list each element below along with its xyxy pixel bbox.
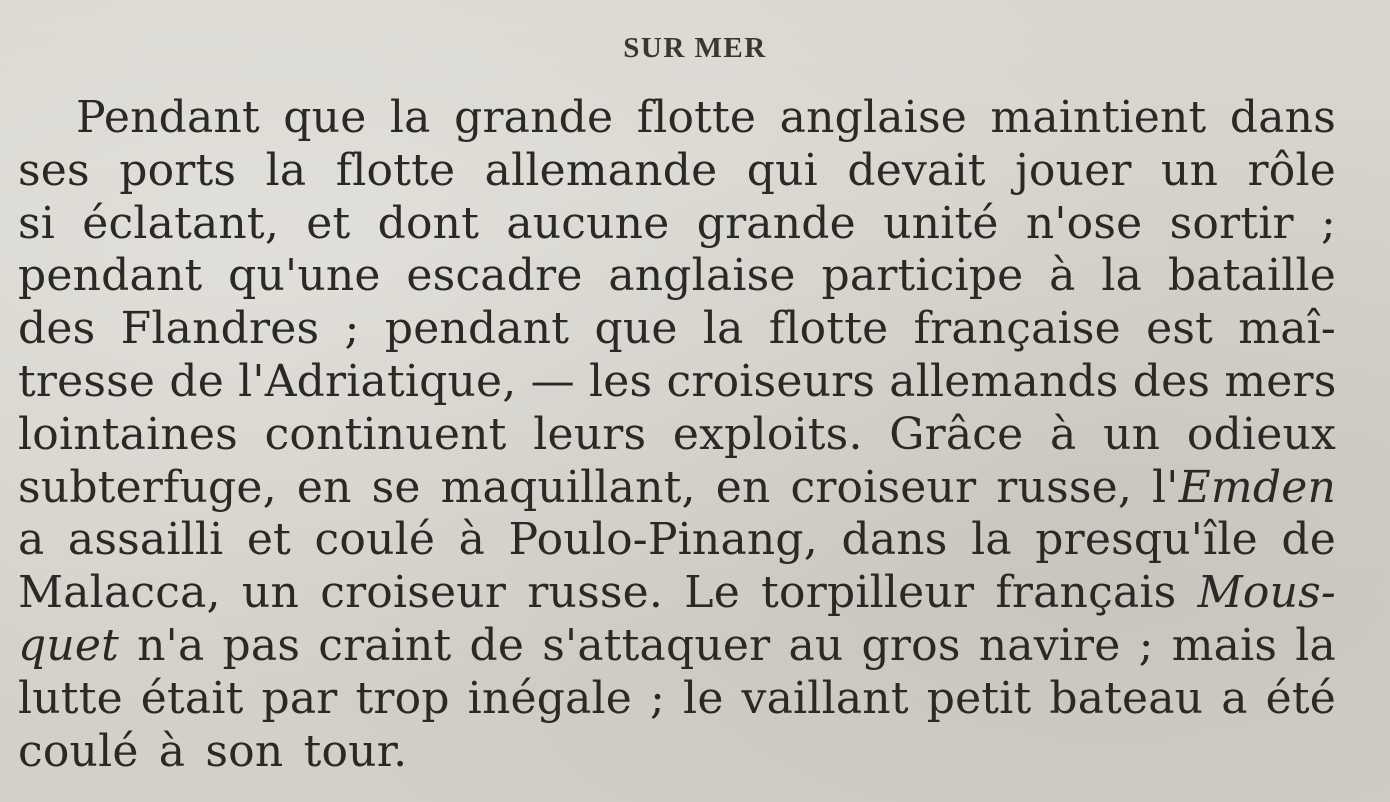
text-line: ses ports la flotte allemande qui devait jouer un rôle: [18, 144, 1336, 196]
text-segment: subterfuge, en se maquillant, en croiseur russe, l': [18, 461, 1179, 513]
text-line: [18, 462, 1336, 515]
text-line: lointaines continuent leurs exploits. Grâce à un odieux: [18, 408, 1336, 460]
text-line: tresse de l'Adriatique, — les croiseurs allemands des mers: [18, 355, 1337, 407]
text-segment: Malacca, un croiseur russe. Le torpilleur français: [18, 567, 1198, 619]
text-line: a assailli et coulé à Poulo-Pinang, dans la presqu'île de: [18, 514, 1336, 566]
text-line: pendant qu'une escadre anglaise participe à la bataille: [18, 250, 1336, 302]
text-line: des Flandres ; pendant que la flotte française est maî-: [18, 303, 1336, 355]
paragraph: [18, 92, 1336, 778]
text-line: [18, 620, 1336, 673]
text-line: coulé à son tour.: [18, 725, 408, 777]
ship-name-mousquet-part1: Mous-: [1197, 567, 1336, 619]
text-line: Pendant que la grande flotte anglaise maintient dans: [76, 92, 1336, 143]
text-segment: n'a pas craint de s'attaquer au gros navire ; mais la: [119, 619, 1336, 671]
text-line: si éclatant, et dont aucune grande unité n'ose sortir ;: [18, 197, 1336, 249]
text-line: lutte était par trop inégale ; le vaillant petit bateau a été: [18, 672, 1336, 724]
ship-name-mousquet-part2: quet: [18, 619, 120, 671]
running-head: SUR MER: [623, 32, 767, 64]
ship-name-emden: Emden: [1178, 461, 1336, 513]
text-line: [18, 567, 1336, 620]
